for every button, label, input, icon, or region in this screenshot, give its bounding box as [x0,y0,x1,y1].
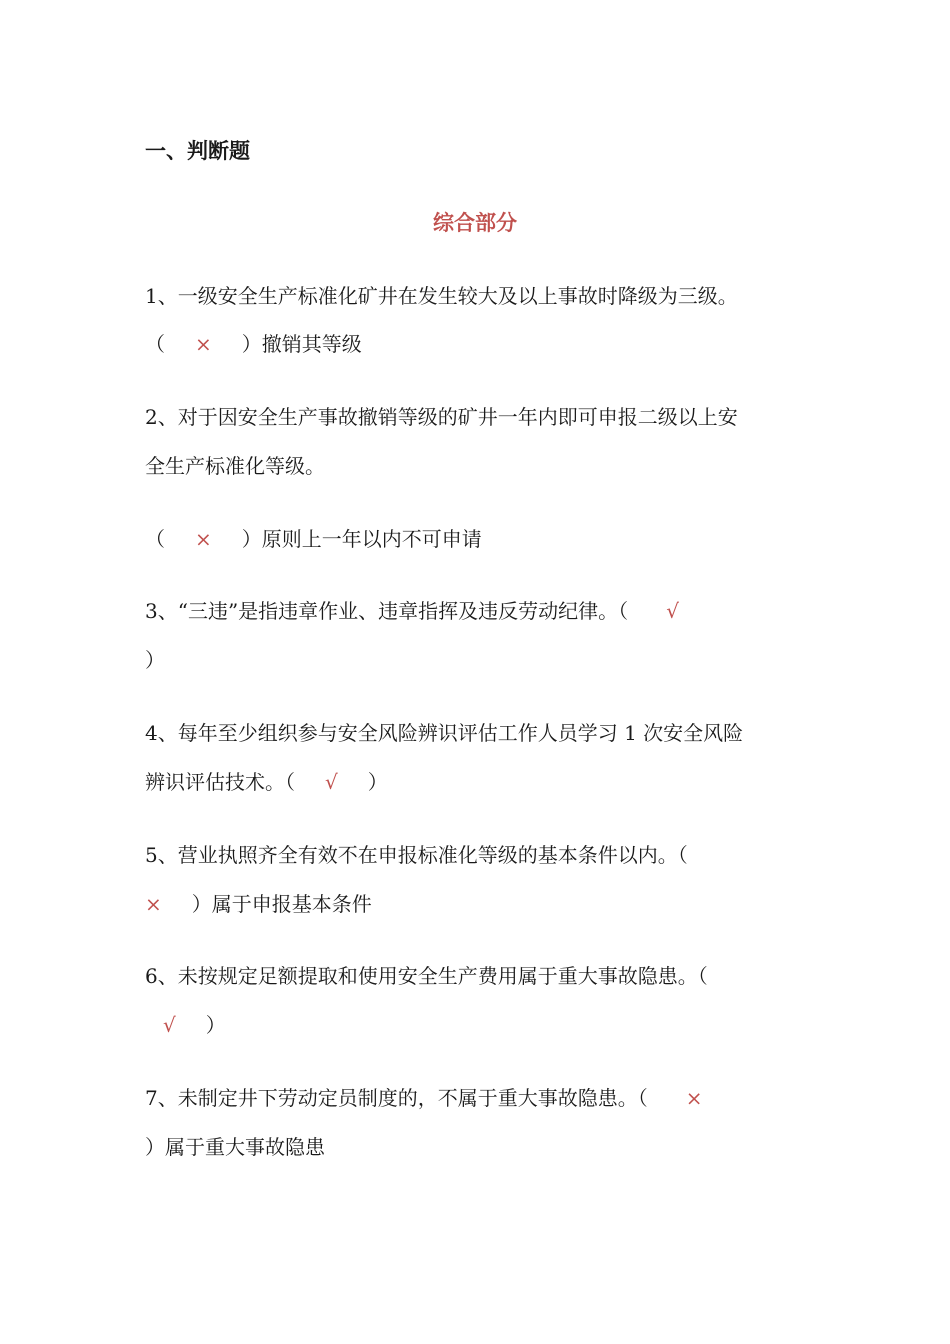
section-title: 一、判断题 [145,138,250,163]
close-paren: ） [145,1135,165,1159]
cross-mark-icon: × [195,332,212,356]
question-7-answer-line [145,1133,325,1161]
answer-note: 撤销其等级 [261,332,362,356]
question-4-answer-line [145,768,388,796]
cross-mark-icon: × [195,527,212,551]
question-3-text [145,597,679,625]
check-mark-icon: √ [163,1013,176,1037]
question-1-answer-line [145,330,362,358]
question-7-text [145,1084,703,1112]
question-3-stem: 3、“三违”是指违章作业、违章指挥及违反劳动纪律。（ [145,599,629,623]
close-paren: ） [241,332,262,356]
question-4-text: 4、每年至少组织参与安全风险辨识评估工作人员学习 1 次安全风险 [145,721,744,745]
cross-mark-icon: × [145,892,162,916]
question-3-answer-line [145,646,165,674]
question-6-text: 6、未按规定足额提取和使用安全生产费用属于重大事故隐患。（ [145,964,708,988]
subtitle: 综合部分 [433,210,517,235]
check-mark-icon: √ [325,770,338,794]
close-paren: ） [241,527,262,551]
question-4-stem: 辨识评估技术。（ [145,770,295,794]
open-paren: （ [145,332,165,356]
close-paren: ） [367,770,388,794]
check-mark-icon: √ [666,599,679,623]
answer-note: 原则上一年以内不可申请 [261,527,482,551]
answer-note: 属于申报基本条件 [211,892,372,916]
close-paren: ） [145,648,165,672]
answer-note: 属于重大事故隐患 [165,1135,325,1159]
cross-mark-icon: × [685,1086,703,1110]
question-2-text-cont: 全生产标准化等级。 [145,454,325,478]
question-6-answer-line [145,1011,226,1039]
question-5-text: 5、营业执照齐全有效不在申报标准化等级的基本条件以内。（ [145,843,688,867]
question-2-text: 2、对于因安全生产事故撤销等级的矿井一年内即可申报二级以上安 [145,405,738,429]
question-2-answer-line [145,525,482,553]
close-paren: ） [191,892,212,916]
question-5-answer-line [145,890,372,918]
close-paren: ） [205,1013,226,1037]
open-paren: （ [145,527,165,551]
question-1-text: 1、一级安全生产标准化矿井在发生较大及以上事故时降级为三级。 [145,284,738,308]
question-7-stem: 7、未制定井下劳动定员制度的，不属于重大事故隐患。（ [145,1086,648,1110]
